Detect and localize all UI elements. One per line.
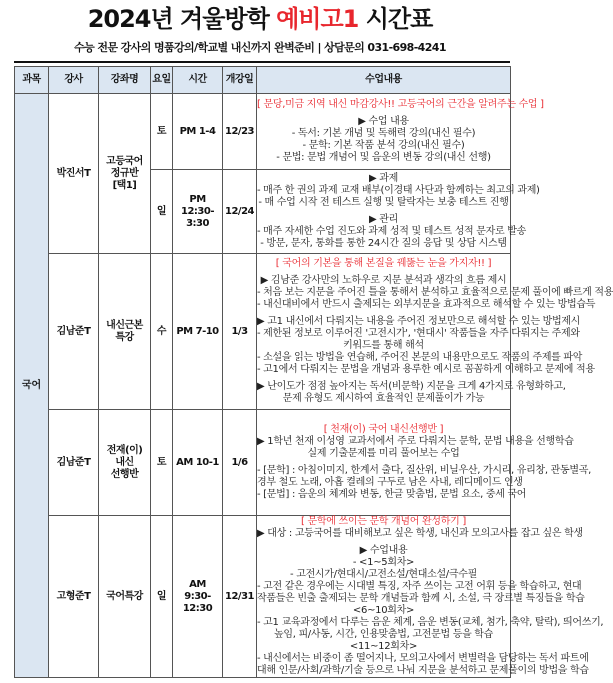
column-header: 시간 xyxy=(173,67,223,94)
column-header: 강좌명 xyxy=(99,67,151,94)
table-row xyxy=(15,94,511,170)
table-row xyxy=(15,410,511,516)
course-line: 내신근본 xyxy=(106,319,143,331)
timetable xyxy=(14,66,613,678)
content-line: 실제 기출문제를 미리 풀어보는 수업 xyxy=(307,448,460,459)
content-line: <11~12회차> xyxy=(349,641,418,652)
time-line: AM xyxy=(189,578,206,590)
start-date-cell: 12/31 xyxy=(223,516,257,678)
time-cell xyxy=(173,410,223,516)
content-line: ▶ 수업내용 xyxy=(359,545,408,556)
course-cell xyxy=(99,516,151,678)
content-line: - 소설을 읽는 방법을 연습해, 주어진 본문의 내용만으로도 작품의 주제를 파악 xyxy=(257,352,583,363)
content-line: - 처음 보는 지문을 주어진 틀을 통해서 분석하고 효율적으로 문제 풀이에 빠르게 적용 xyxy=(257,287,613,298)
table-row xyxy=(15,516,511,678)
content-line: - 고전시가/현대시/고전소설/현대소설/극수필 xyxy=(290,569,477,580)
content-line: - 방문, 문자, 통화를 통한 24시간 질의 응답 및 상담 시스템 xyxy=(260,238,507,249)
content-line: - 매주 자세한 수업 진도와 과제 성적 및 테스트 성적 문자로 발송 xyxy=(257,226,526,237)
content-line: 문제 유형도 제시하여 효율적인 문제풀이가 가능 xyxy=(282,393,485,404)
time-line: PM 1-4 xyxy=(179,125,216,137)
content-line: 경부 철도 노래, 아홉 켤레의 구두로 남은 사내, 레디메이드 인생 xyxy=(257,477,523,488)
content-line: - 고1 교육과정에서 다루는 음운 체계, 음운 변동(교체, 첨가, 축약, 탈락), 띄어쓰기, xyxy=(257,617,604,628)
header-divider xyxy=(14,61,510,63)
content-line: - [문법] : 음운의 체계와 변동, 한글 맞춤법, 문법 요소, 중세 국어 xyxy=(257,489,527,500)
page-subtitle: 수능 전문 강사의 명품강의/학교별 내신까지 완벽준비 | 상담문의 031-698-4241 xyxy=(74,41,446,54)
content-line: 높임, 피/사동, 시간, 인용맞춤법, 고전문법 등을 학습 xyxy=(273,629,494,640)
teacher-cell: 고형준T xyxy=(49,516,99,678)
content-cell xyxy=(257,516,604,678)
time-line: 12:30- xyxy=(181,205,214,217)
content-highlight: [ 문학에 쓰이는 문학 개념어 완성하기 ] xyxy=(301,516,466,527)
day-cell: 토 xyxy=(151,410,173,516)
content-line: - 제한된 정보로 이루어진 '고전시가', '현대시' 작품들을 자주 다뤄지는 주제와 xyxy=(257,328,580,339)
content-line: - 고1에서 다뤄지는 문법을 개념과 용루한 예시로 꼼꼼하게 이해하고 문제에 적용 xyxy=(257,364,595,375)
content-line: 작품들은 빈출 출제되는 문학 개념들과 함께 시, 소설, 극 장르별 특징들을 학습 xyxy=(257,593,585,604)
course-cell xyxy=(99,410,151,516)
content-line: ▶ 관리 xyxy=(369,214,398,225)
subject-cell: 국어 xyxy=(15,94,49,678)
time-line: 3:30 xyxy=(186,217,209,229)
course-line: 국어특강 xyxy=(106,590,143,602)
time-line: PM 7-10 xyxy=(176,325,219,337)
day-cell: 수 xyxy=(151,254,173,410)
time-cell xyxy=(173,254,223,410)
content-cell xyxy=(257,254,613,410)
course-cell xyxy=(99,94,151,254)
content-line: ▶ 수업 내용 xyxy=(358,116,409,127)
title-accent: 예비고1 xyxy=(276,5,359,33)
teacher-cell: 박진서T xyxy=(49,94,99,254)
content-highlight: [ 국어의 기본을 통해 본질을 꿰뚫는 눈을 가지자!! ] xyxy=(275,258,492,269)
content-cell xyxy=(257,410,591,516)
column-header: 강사 xyxy=(49,67,99,94)
time-line: 9:30- xyxy=(184,590,211,602)
title-suffix: 시간표 xyxy=(358,5,433,33)
course-line: 고등국어 xyxy=(106,155,143,167)
content-line: - [문학] : 아침이미지, 한계서 출다, 질산위, 비닐우산, 가시리, 유리창, 관동별곡, xyxy=(257,465,591,476)
content-line: - 문법: 문법 개념어 및 음운의 변동 강의(내신 선행) xyxy=(276,152,491,163)
time-line: PM xyxy=(189,193,206,205)
start-date-cell: 12/23 xyxy=(223,94,257,170)
start-date-cell: 1/3 xyxy=(223,254,257,410)
content-cell xyxy=(257,94,544,170)
course-line: [택1] xyxy=(112,179,137,191)
course-cell xyxy=(99,254,151,410)
day-cell: 토 xyxy=(151,94,173,170)
column-header: 과목 xyxy=(15,67,49,94)
content-line: 대해 인문/사회/과학/기술 등으로 나눠 지문을 분석하고 문제풀이의 방법을 학습 xyxy=(257,665,589,676)
table-header-row xyxy=(15,67,511,94)
content-line: - <1~5회차> xyxy=(352,557,415,568)
content-highlight: [ 천재(이) 국어 내신선행반 ] xyxy=(323,424,444,435)
content-line: - 고전 같은 경우에는 시대별 특징, 자주 쓰이는 고전 어휘 등을 학습하고, 현대 xyxy=(257,581,582,592)
course-line: 선행반 xyxy=(110,468,139,480)
content-line: - 문학: 기본 작품 분석 강의(내신 필수) xyxy=(302,140,465,151)
day-cell: 일 xyxy=(151,516,173,678)
column-header: 개강일 xyxy=(223,67,257,94)
content-line: ▶ 김남준 강사만의 노하우로 지문 분석과 생각의 흐름 제시 xyxy=(260,275,507,286)
header xyxy=(0,0,520,62)
content-line: - 매 수업 시작 전 테스트 실행 및 탈락자는 보충 테스트 진행 xyxy=(258,197,509,208)
content-line: - 내신대비에서 반드시 출제되는 외부지문을 효과적으로 해석할 수 있는 방법습득 xyxy=(257,299,596,310)
time-line: 12:30 xyxy=(182,602,213,614)
content-line: <6~10회차> xyxy=(352,605,415,616)
time-cell xyxy=(173,516,223,678)
time-cell xyxy=(173,170,223,254)
course-line: 전재(이) xyxy=(106,444,143,456)
content-line: 키워드를 통해 해석 xyxy=(343,340,424,351)
column-header: 요일 xyxy=(151,67,173,94)
content-line: ▶ 1학년 천재 이성영 교과서에서 주로 다뤄지는 문학, 문법 내용을 선행학습 xyxy=(257,436,574,447)
time-line: AM 10-1 xyxy=(176,456,219,468)
table-row xyxy=(15,254,511,410)
time-cell xyxy=(173,94,223,170)
teacher-cell: 김남준T xyxy=(49,254,99,410)
title-prefix: 2024년 겨울방학 xyxy=(87,5,277,33)
content-line: ▶ 난이도가 점점 높아지는 독서(비문학) 지문을 크게 4가지로 유형화하고, xyxy=(257,381,566,392)
content-line: - 독서: 기본 개념 및 독해력 강의(내신 필수) xyxy=(291,128,476,139)
content-line: ▶ 대상 : 고등국어를 대비해보고 싶은 학생, 내신과 모의고사를 잡고 싶은 학생 xyxy=(257,528,583,539)
content-line: ▶ 고1 내신에서 다뤄지는 내용을 주어진 정보만으로 해석할 수 있는 방법제시 xyxy=(257,316,581,327)
content-cell xyxy=(257,170,540,254)
content-line: - 내신에서는 비중이 좀 떨어지나, 모의고사에서 변별력을 담당하는 독서 파트에 xyxy=(257,653,589,664)
course-line: 내신 xyxy=(115,456,134,468)
course-line: 특강 xyxy=(115,331,134,343)
course-line: 정규반 xyxy=(110,167,139,179)
content-highlight: [ 문당,미금 지역 내신 마감강사!! 고등국어의 근간을 알려주는 수업 ] xyxy=(257,99,544,110)
content-line: - 매주 한 권의 과제 교재 배부(이경태 사단과 함께하는 최고의 과제) xyxy=(257,185,540,196)
day-cell: 일 xyxy=(151,170,173,254)
start-date-cell: 12/24 xyxy=(223,170,257,254)
start-date-cell: 1/6 xyxy=(223,410,257,516)
page-title xyxy=(0,4,520,34)
content-line: ▶ 과제 xyxy=(369,173,398,184)
teacher-cell: 김남준T xyxy=(49,410,99,516)
column-header: 수업내용 xyxy=(257,67,511,94)
